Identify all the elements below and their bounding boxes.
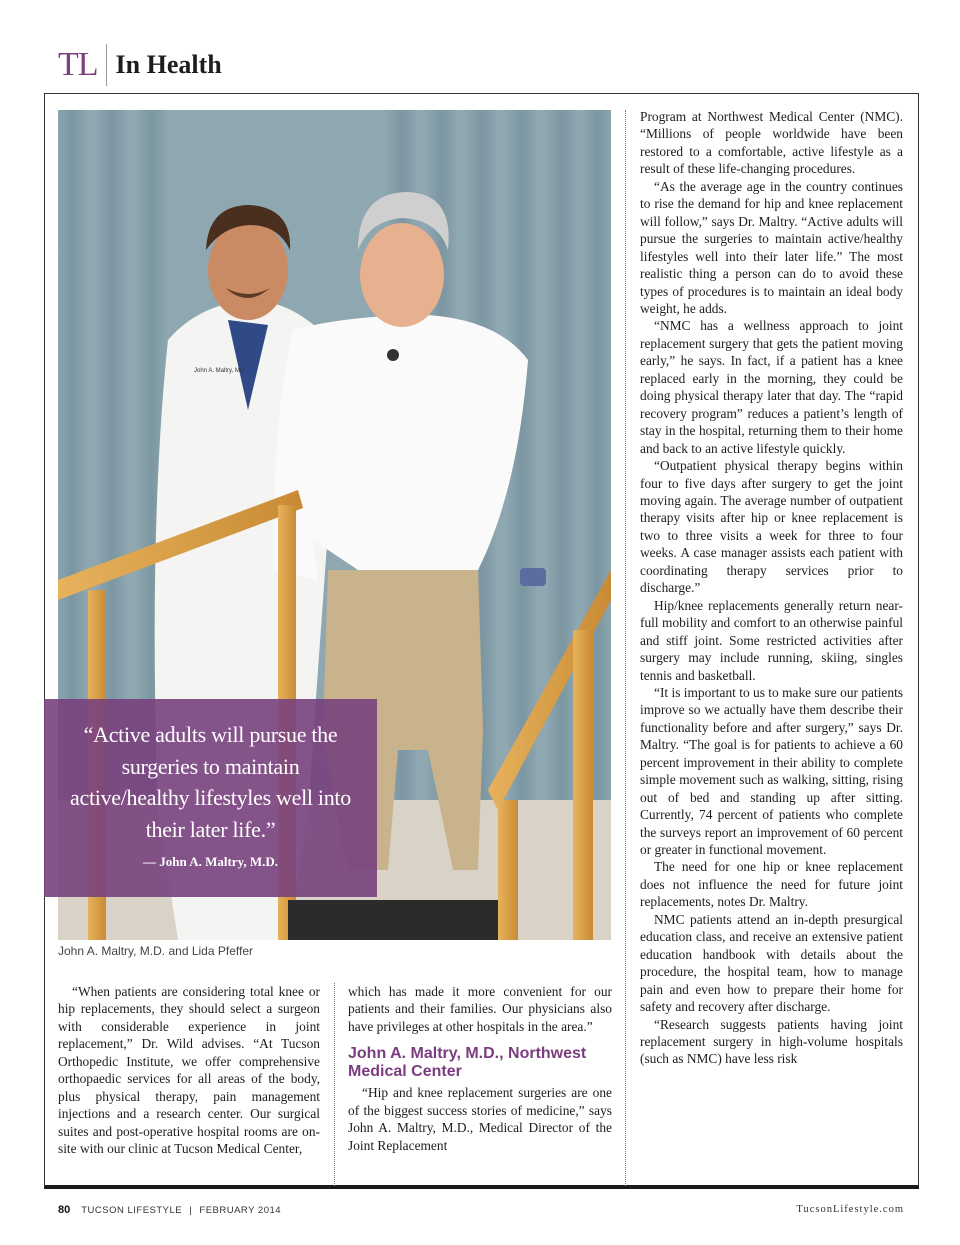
section-title: In Health bbox=[115, 50, 222, 79]
paragraph: “Outpatient physical therapy begins within four to five days after surgery to get the joint moving again. The average number of outpatient therapy visits after hip or knee replacement is two to three visits a week for three to four weeks. A case manager assists each patient with coordinating therapy services prior to discharge.” bbox=[640, 458, 903, 596]
footer-divider: | bbox=[189, 1205, 193, 1216]
photo-caption: John A. Maltry, M.D. and Lida Pfeffer bbox=[58, 944, 253, 958]
column-right bbox=[640, 108, 903, 1068]
paragraph: “Hip and knee replacement surgeries are one of the biggest success stories of medicine,” says John A. Maltry, M.D., Medical Director of the Joint Replacement bbox=[348, 1085, 612, 1153]
page-footer bbox=[58, 1204, 904, 1218]
paragraph: The need for one hip or knee replacement does not influence the need for future joint replacements, notes Dr. Maltry. bbox=[640, 859, 903, 910]
paragraph: “Research suggests patients having joint replacement surgery in high-volume hospitals (such as NMC) have less risk bbox=[640, 1016, 903, 1067]
paragraph: “NMC has a wellness approach to joint replacement surgery that gets the patient moving early,” he says. In fact, if a patient has a knee replaced early in the morning, they could be doing physical therapy later that day. The “rapid recovery program” reduces a patient’s length of stay in the hospital, returning them to their home and back to an active lifestyle quickly. bbox=[640, 318, 903, 456]
paragraph: NMC patients attend an in-depth presurgical education class, and receive an extensive patient education handbook with details about the procedure, the hospital team, how to manage pain and even how to prepare their home for safety and recovery after discharge. bbox=[640, 911, 903, 1015]
tl-logo: TL bbox=[58, 46, 98, 83]
footer-left bbox=[58, 1204, 281, 1216]
column-divider bbox=[334, 983, 335, 1186]
paragraph: Hip/knee replacements generally return near-full mobility and comfort to an otherwise painful and stiff joint. Some restricted activities after surgery may include running, skiing, singles tennis and basketball. bbox=[640, 597, 903, 683]
website-url: TucsonLifestyle.com bbox=[796, 1204, 904, 1215]
pull-quote-attribution: — John A. Maltry, M.D. bbox=[142, 854, 279, 869]
paragraph: Program at Northwest Medical Center (NMC). “Millions of people worldwide have been restored to a comfortable, active lifestyle as a result of these life-changing procedures. bbox=[640, 109, 903, 177]
paragraph: “As the average age in the country continues to rise the demand for hip and knee replacement will follow,” says Dr. Maltry. “Active adults will pursue the surgeries to maintain active/healthy lifestyles well into their later life.” The most realistic thing a person can do to avoid these types of procedures is to maintain an ideal body weight, he adds. bbox=[640, 178, 903, 316]
paragraph: “It is important to us to make sure our patients improve so we actually have them describe their functionality before and after surgery,” says Dr. Maltry. “The goal is for patients to achieve a 60 percent improvement in their ability to complete simple movement such as walking, sitting, rising out of bed and standing up after sitting. Currently, 74 percent of patients who complete the surveys report an improvement of 60 percent or greater in functional movement. bbox=[640, 684, 903, 858]
subheading: John A. Maltry, M.D., Northwest Medical Center bbox=[348, 1045, 587, 1081]
section-header bbox=[58, 40, 222, 90]
paragraph: which has made it more convenient for our patients and their families. Our physicians also have privileges at other hospitals in the area.” bbox=[348, 984, 612, 1034]
issue-date: FEBRUARY 2014 bbox=[199, 1205, 282, 1216]
publication-name: TUCSON LIFESTYLE bbox=[81, 1205, 183, 1216]
step-platform bbox=[288, 900, 498, 940]
header-divider bbox=[106, 44, 107, 86]
column-left bbox=[58, 983, 320, 1158]
column-middle bbox=[348, 983, 612, 1154]
paragraph: “When patients are considering total knee or hip replacements, they should select a surgeon with considerable experience in joint replacement,” Dr. Wild advises. “At Tucson Orthopedic Institute, we offer comprehensive orthopaedic services for all areas of the body, plus physical therapy, pain management injections and a research center. Our surgical suites and post-operative hospital rooms are on-site with our clinic at Tucson Medical Center, bbox=[58, 984, 320, 1157]
page-number: 80 bbox=[58, 1204, 71, 1216]
pull-quote bbox=[44, 699, 377, 897]
column-divider bbox=[625, 110, 626, 1186]
coat-embroidery: John A. Maltry, MD bbox=[194, 368, 245, 374]
pull-quote-text: “Active adults will pursue the surgeries to maintain active/healthy lifestyles well into their later life.” bbox=[70, 722, 351, 842]
